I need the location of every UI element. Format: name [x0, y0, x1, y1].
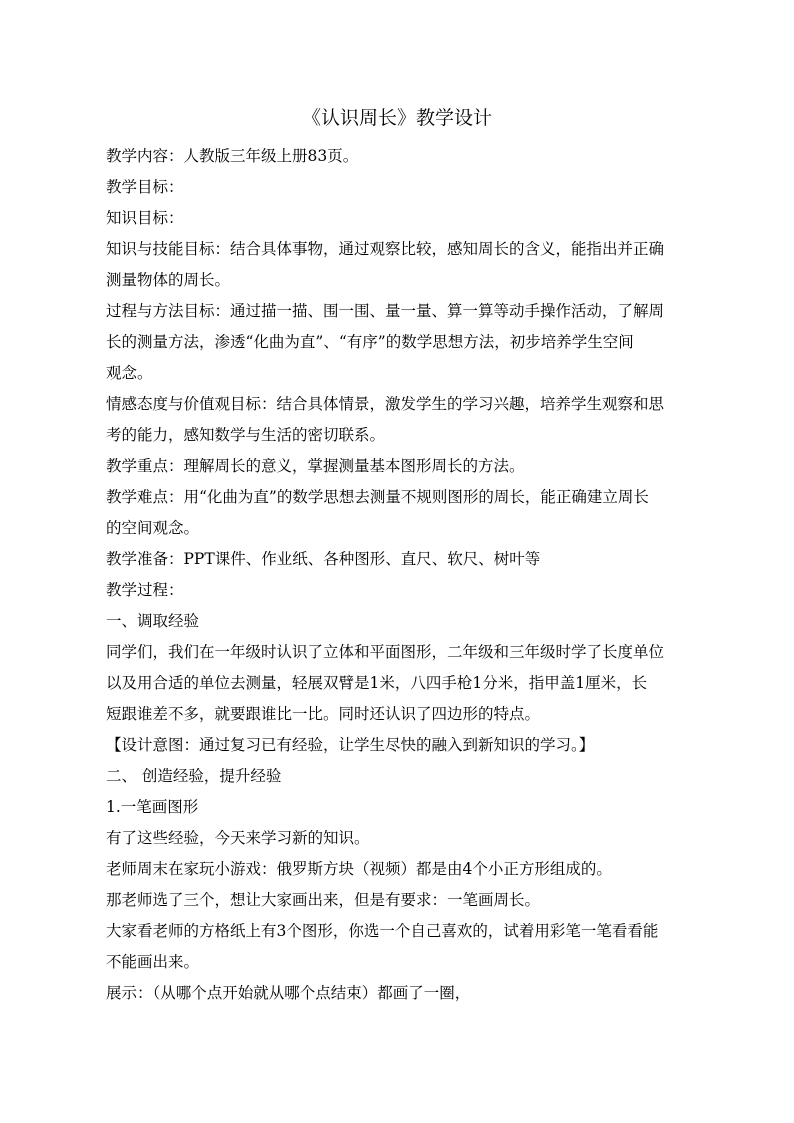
line-difficulty-1: 教学难点：用“化曲为直”的数学思想去测量不规则图形的周长，能正确建立周长 [106, 488, 649, 506]
line-preparation: 教学准备：PPT课件、作业纸、各种图形、直尺、软尺、树叶等 [106, 550, 541, 568]
document-body [106, 141, 706, 1009]
line-difficulty-2: 的空间观念。 [106, 519, 200, 537]
line-showcase: 展示：（从哪个点开始就从哪个点结束）都画了一圈， [106, 984, 471, 1002]
line-emotion-goal-2: 考的能力，感知数学与生活的密切联系。 [106, 426, 386, 444]
line-subsection-1: 1.一笔画图形 [106, 798, 199, 816]
line-section-2-heading: 二、 创造经验，提升经验 [106, 767, 282, 785]
line-teaching-content: 教学内容：人教版三年级上册83页。 [106, 147, 359, 165]
line-review-1: 同学们，我们在一年级时认识了立体和平面图形，二年级和三年级时学了长度单位 [106, 643, 665, 661]
line-design-intent: 【设计意图：通过复习已有经验，让学生尽快的融入到新知识的学习。】 [106, 736, 595, 754]
line-knowledge-goals: 知识目标： [106, 209, 184, 227]
line-tetris: 老师周末在家玩小游戏：俄罗斯方块（视频）都是由4个小正方形组成的。 [106, 860, 612, 878]
line-process-goal-1: 过程与方法目标：通过描一描、围一围、量一量、算一算等动手操作活动，了解周 [106, 302, 665, 320]
line-teaching-goals: 教学目标： [106, 178, 184, 196]
line-grid-task-1: 大家看老师的方格纸上有3个图形，你选一个自己喜欢的，试着用彩笔一笔看看能 [106, 922, 659, 940]
line-emotion-goal-1: 情感态度与价值观目标：结合具体情景，激发学生的学习兴趣，培养学生观察和思 [106, 395, 665, 413]
line-skill-goal-2: 测量物体的周长。 [106, 271, 231, 289]
line-process-goal-2: 长的测量方法，渗透“化曲为直”、“有序”的数学思想方法，初步培养学生空间 [106, 333, 634, 351]
line-grid-task-2: 不能画出来。 [106, 953, 200, 971]
line-process-goal-3: 观念。 [106, 364, 153, 382]
line-skill-goal-1: 知识与技能目标：结合具体事物，通过观察比较，感知周长的含义，能指出并正确 [106, 240, 665, 258]
line-review-2: 以及用合适的单位去测量，轻展双臂是1米，八四手枪1分米，指甲盖1厘米，长 [106, 674, 648, 692]
line-requirement: 那老师选了三个，想让大家画出来，但是有要求：一笔画周长。 [106, 891, 541, 909]
line-intro-new: 有了这些经验，今天来学习新的知识。 [106, 829, 370, 847]
line-section-1-heading: 一、调取经验 [106, 612, 200, 630]
document-title: 《认识周长》教学设计 [301, 107, 492, 129]
line-key-point: 教学重点：理解周长的意义，掌握测量基本图形周长的方法。 [106, 457, 525, 475]
line-process-heading: 教学过程： [106, 581, 184, 599]
line-review-3: 短跟谁差不多，就要跟谁比一比。同时还认识了四边形的特点。 [106, 705, 541, 723]
